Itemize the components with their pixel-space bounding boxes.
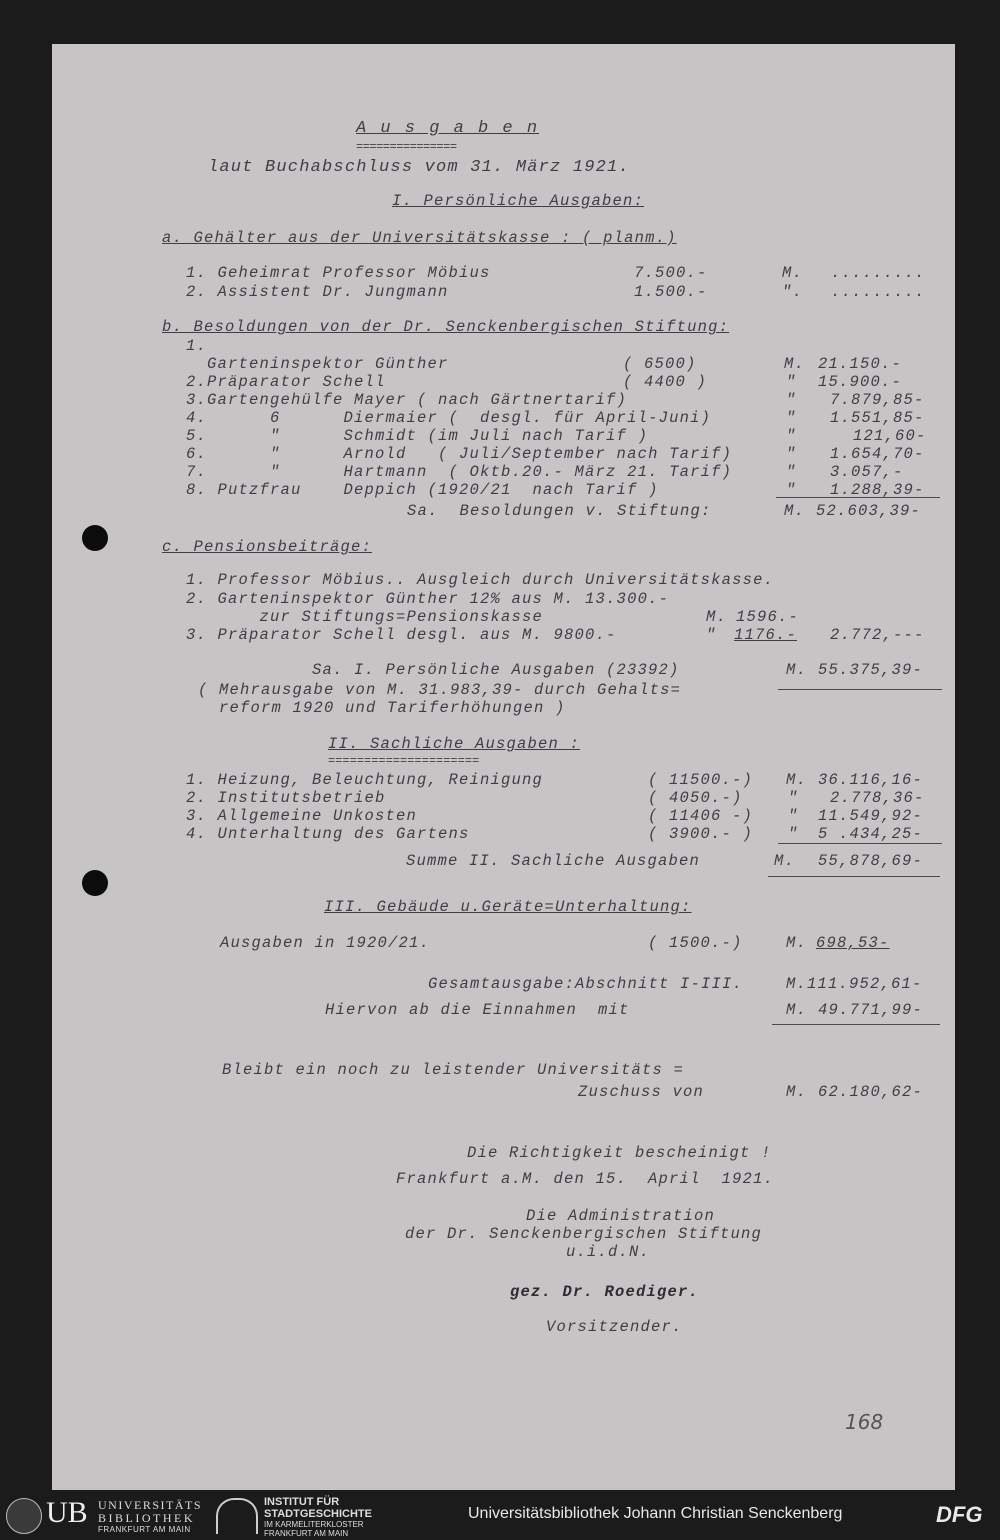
wage-row-5-amount: 121,60- <box>853 427 927 445</box>
document-title: A u s g a b e n <box>356 119 540 138</box>
wage-sum-amount: 52.603,39- <box>816 502 922 520</box>
section1-heading: I. Persönliche Ausgaben: <box>392 192 645 210</box>
income-label: Hiervon ab die Einnahmen mit <box>325 1001 630 1019</box>
section2-underline: ===================== <box>328 754 480 768</box>
wage-sum-cur: M. <box>784 502 806 520</box>
wage-row-7-amount: 3.057,- <box>830 463 904 481</box>
isg-arch-icon <box>216 1498 258 1534</box>
ub-line-3: FRANKFURT AM MAIN <box>98 1525 191 1534</box>
wage-row-7: 7. " Hartmann ( Oktb.20.- März 21. Tarif) <box>186 463 733 481</box>
footer-center-text: Universitätsbibliothek Johann Christian Senckenberg <box>468 1505 843 1522</box>
salary-row-1-dots: ......... <box>831 264 926 282</box>
salary-row-1-cur: M. <box>782 264 804 282</box>
place-date: Frankfurt a.M. den 15. April 1921. <box>396 1170 775 1188</box>
wage-row-2: 2.Präparator Schell <box>186 373 386 391</box>
section1-sum-amount: 55.375,39- <box>818 661 924 679</box>
title-underline: =============== <box>356 140 457 154</box>
wage-row-1-amount: 21.150.- <box>818 355 903 373</box>
salary-row-2-dots: ......... <box>831 283 926 301</box>
isg-line-3: IM KARMELITERKLOSTER <box>264 1520 364 1529</box>
remain-amount: 62.180,62- <box>818 1083 924 1101</box>
wage-row-6-amount: 1.654,70- <box>830 445 925 463</box>
document-sheet <box>52 44 955 1490</box>
material-row-1: 1. Heizung, Beleuchtung, Reinigung <box>186 771 544 789</box>
wage-row-1a: 1. <box>186 337 208 355</box>
ub-logo: UB <box>46 1496 88 1529</box>
sum-line-ii-bottom <box>768 876 940 877</box>
section2-sum-cur: M. <box>774 852 796 870</box>
punch-hole-top <box>82 525 108 551</box>
pension-line-4-cur: " <box>706 626 717 644</box>
salary-row-1-amount: 7.500.- <box>634 264 708 282</box>
section1-sum-cur: M. <box>786 661 808 679</box>
section3-row-plan: ( 1500.-) <box>648 934 743 952</box>
salary-row-2-amount: 1.500.- <box>634 283 708 301</box>
section2-sum-amount: 55,878,69- <box>818 852 924 870</box>
pension-line-3-cur: M. <box>706 608 728 626</box>
isg-line-1: INSTITUT FÜR <box>264 1496 340 1508</box>
material-row-4-cur: " <box>788 825 799 843</box>
sum-line-ii-top <box>778 843 942 844</box>
pension-line-4: 3. Präparator Schell desgl. aus M. 9800.- <box>186 626 617 644</box>
section1a-heading: a. Gehälter aus der Universitätskasse : ( planm.) <box>162 229 677 247</box>
section1-note-2: reform 1920 und Tariferhöhungen ) <box>198 699 566 717</box>
pencil-page-number: 168 <box>845 1410 884 1434</box>
admin-line-1: Die Administration <box>526 1207 716 1225</box>
footer-bar <box>0 1490 1000 1540</box>
wage-row-5: 5. " Schmidt (im Juli nach Tarif ) <box>186 427 649 445</box>
section1-sum-label: Sa. I. Persönliche Ausgaben (23392) <box>312 661 680 679</box>
remain-cur: M. <box>786 1083 808 1101</box>
remain-line-2: Zuschuss von <box>578 1083 705 1101</box>
wage-row-3-amount: 7.879,85- <box>830 391 925 409</box>
material-row-3: 3. Allgemeine Unkosten <box>186 807 418 825</box>
admin-line-2: der Dr. Senckenbergischen Stiftung <box>405 1225 763 1243</box>
material-row-1-cur: M. <box>786 771 808 789</box>
material-row-1-amount: 36.116,16- <box>818 771 924 789</box>
wage-row-1: Garteninspektor Günther <box>186 355 449 373</box>
pension-line-1: 1. Professor Möbius.. Ausgleich durch Universitätskasse. <box>186 571 775 589</box>
remain-line-1: Bleibt ein noch zu leistender Universitäts = <box>222 1061 685 1079</box>
punch-hole-bottom <box>82 870 108 896</box>
wage-sum-label: Sa. Besoldungen v. Stiftung: <box>407 502 712 520</box>
material-row-4-plan: ( 3900.- ) <box>648 825 754 843</box>
ub-line-1: UNIVERSITÄTS <box>98 1498 202 1512</box>
pension-line-3-amount: 1596.- <box>736 608 800 626</box>
material-row-2-cur: " <box>788 789 799 807</box>
material-row-3-cur: " <box>788 807 799 825</box>
material-row-2: 2. Institutsbetrieb <box>186 789 386 807</box>
wage-row-2-amount: 15.900.- <box>818 373 903 391</box>
wage-row-4: 4. 6 Diermaier ( desgl. für April-Juni) <box>186 409 712 427</box>
sum-line-i <box>778 689 942 690</box>
wage-row-5-cur: " <box>786 427 797 445</box>
wage-row-4-cur: " <box>786 409 797 427</box>
wage-row-6-cur: " <box>786 445 797 463</box>
ub-line-2: BIBLIOTHEK <box>98 1511 195 1525</box>
section1c-heading: c. Pensionsbeiträge: <box>162 538 373 556</box>
wage-row-3: 3.Gartengehülfe Mayer ( nach Gärtnertarif) <box>186 391 628 409</box>
wage-row-8-cur: " <box>786 481 797 499</box>
document-subtitle: laut Buchabschluss vom 31. März 1921. <box>208 158 630 177</box>
pension-line-4-amount: 1176.- <box>734 626 798 644</box>
total-amount: M.111.952,61- <box>786 975 923 993</box>
section1b-heading: b. Besoldungen von der Dr. Senckenbergischen Stiftung: <box>162 318 730 336</box>
wage-row-8: 8. Putzfrau Deppich (1920/21 nach Tarif ) <box>186 481 659 499</box>
material-row-2-plan: ( 4050.-) <box>648 789 743 807</box>
material-row-4: 4. Unterhaltung des Gartens <box>186 825 470 843</box>
material-row-1-plan: ( 11500.-) <box>648 771 754 789</box>
material-row-4-amount: 5 .434,25- <box>818 825 924 843</box>
material-row-3-amount: 11.549,92- <box>818 807 924 825</box>
section3-row-label: Ausgaben in 1920/21. <box>220 934 431 952</box>
pension-line-3: zur Stiftungs=Pensionskasse <box>186 608 544 626</box>
material-row-2-amount: 2.778,36- <box>830 789 925 807</box>
section2-sum-label: Summe II. Sachliche Ausgaben <box>406 852 701 870</box>
wage-row-8-amount: 1.288,39- <box>830 481 925 499</box>
section3-row-amount: 698,53- <box>816 934 890 952</box>
income-amount: 49.771,99- <box>818 1001 924 1019</box>
section3-heading: III. Gebäude u.Geräte=Unterhaltung: <box>324 898 692 916</box>
wage-row-7-cur: " <box>786 463 797 481</box>
wage-row-1-plan: ( 6500) <box>623 355 697 373</box>
signed-line: gez. Dr. Roediger. <box>510 1283 700 1301</box>
wage-row-3-cur: " <box>786 391 797 409</box>
material-row-3-plan: ( 11406 -) <box>648 807 754 825</box>
isg-line-4: FRANKFURT AM MAIN <box>264 1529 349 1538</box>
wage-row-2-cur: " <box>786 373 797 391</box>
section3-row-cur: M. <box>786 934 808 952</box>
wage-row-2-plan: ( 4400 ) <box>623 373 708 391</box>
sum-line-total <box>772 1024 940 1025</box>
salary-row-2: 2. Assistent Dr. Jungmann <box>186 283 449 301</box>
pension-total: 2.772,--- <box>830 626 925 644</box>
sum-line-b <box>776 497 940 498</box>
section1-note-1: ( Mehrausgabe von M. 31.983,39- durch Gehalts= <box>198 681 682 699</box>
wage-row-4-amount: 1.551,85- <box>830 409 925 427</box>
wage-row-6: 6. " Arnold ( Juli/September nach Tarif) <box>186 445 733 463</box>
income-cur: M. <box>786 1001 808 1019</box>
isg-line-2: STADTGESCHICHTE <box>264 1508 372 1520</box>
certify-line: Die Richtigkeit bescheinigt ! <box>467 1144 772 1162</box>
founder-portrait-icon <box>6 1498 42 1534</box>
admin-line-3: u.i.d.N. <box>566 1243 651 1261</box>
section2-heading: II. Sachliche Ausgaben : <box>328 735 581 753</box>
role-line: Vorsitzender. <box>546 1318 683 1336</box>
salary-row-2-cur: ". <box>782 283 804 301</box>
dfg-logo: DFG <box>936 1502 983 1527</box>
pension-line-2: 2. Garteninspektor Günther 12% aus M. 13.300.- <box>186 590 670 608</box>
wage-row-1-cur: M. <box>784 355 806 373</box>
total-label: Gesamtausgabe:Abschnitt I-III. <box>428 975 744 993</box>
salary-row-1: 1. Geheimrat Professor Möbius <box>186 264 491 282</box>
